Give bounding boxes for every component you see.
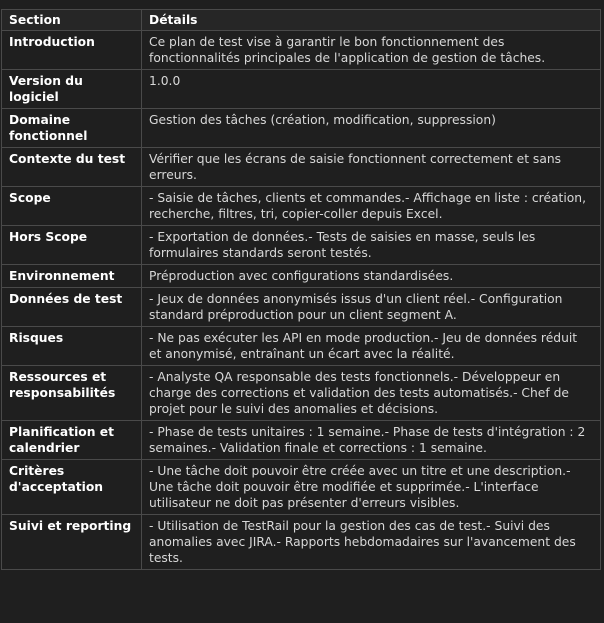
row-section-cell: Domaine fonctionnel	[2, 109, 142, 148]
row-details-cell: - Une tâche doit pouvoir être créée avec un titre et une description.- Une tâche doit pouvoir être modifiée et supprimée.- L'interface utilisateur ne doit pas présenter d'erreurs visibles.	[142, 460, 601, 515]
column-header-section: Section	[2, 10, 142, 31]
table-row	[2, 109, 601, 148]
table-row	[2, 327, 601, 366]
row-details-cell: Ce plan de test vise à garantir le bon fonctionnement des fonctionnalités principales de l'application de gestion de tâches.	[142, 31, 601, 70]
table-header-row	[2, 10, 601, 31]
table-row	[2, 187, 601, 226]
row-details-cell: - Ne pas exécuter les API en mode production.- Jeu de données réduit et anonymisé, entraînant un écart avec la réalité.	[142, 327, 601, 366]
row-section-cell: Suivi et reporting	[2, 515, 142, 570]
row-details-cell: Vérifier que les écrans de saisie fonctionnent correctement et sans erreurs.	[142, 148, 601, 187]
table-row	[2, 366, 601, 421]
row-section-cell: Hors Scope	[2, 226, 142, 265]
row-details-cell: - Exportation de données.- Tests de saisies en masse, seuls les formulaires standards seront testés.	[142, 226, 601, 265]
row-details-cell: - Saisie de tâches, clients et commandes.- Affichage en liste : création, recherche, filtres, tri, copier-coller depuis Excel.	[142, 187, 601, 226]
row-details-cell: Gestion des tâches (création, modification, suppression)	[142, 109, 601, 148]
table-row	[2, 148, 601, 187]
row-details-cell: - Phase de tests unitaires : 1 semaine.- Phase de tests d'intégration : 2 semaines.- Validation finale et corrections : 1 semaine.	[142, 421, 601, 460]
row-section-cell: Planification et calendrier	[2, 421, 142, 460]
row-details-cell: - Jeux de données anonymisés issus d'un client réel.- Configuration standard préproduction pour un client segment A.	[142, 288, 601, 327]
table-row	[2, 31, 601, 70]
row-section-cell: Contexte du test	[2, 148, 142, 187]
row-details-cell: - Utilisation de TestRail pour la gestion des cas de test.- Suivi des anomalies avec JIRA.- Rapports hebdomadaires sur l'avancement des tests.	[142, 515, 601, 570]
row-section-cell: Introduction	[2, 31, 142, 70]
table-row	[2, 421, 601, 460]
table-row	[2, 460, 601, 515]
row-section-cell: Scope	[2, 187, 142, 226]
row-section-cell: Ressources et responsabilités	[2, 366, 142, 421]
row-section-cell: Risques	[2, 327, 142, 366]
row-details-cell: 1.0.0	[142, 70, 601, 109]
table-row	[2, 288, 601, 327]
table-row	[2, 226, 601, 265]
table-row	[2, 265, 601, 288]
column-header-details: Détails	[142, 10, 601, 31]
row-section-cell: Critères d'acceptation	[2, 460, 142, 515]
test-plan-table	[1, 9, 601, 570]
table-row	[2, 70, 601, 109]
row-details-cell: Préproduction avec configurations standardisées.	[142, 265, 601, 288]
row-section-cell: Environnement	[2, 265, 142, 288]
row-section-cell: Données de test	[2, 288, 142, 327]
row-section-cell: Version du logiciel	[2, 70, 142, 109]
table-row	[2, 515, 601, 570]
row-details-cell: - Analyste QA responsable des tests fonctionnels.- Développeur en charge des corrections et validation des tests automatisés.- Chef de projet pour le suivi des anomalies et décisions.	[142, 366, 601, 421]
